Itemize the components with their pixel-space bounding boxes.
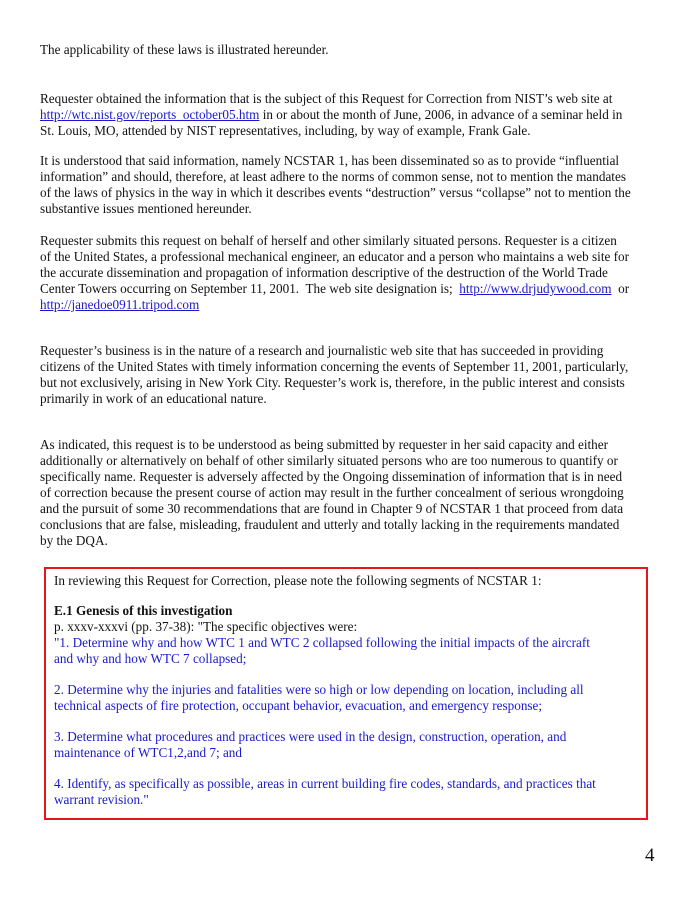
janedoe-link[interactable]: http://janedoe0911.tripod.com: [40, 297, 200, 312]
p6-line: As indicated, this request is to be understood as being submitted by requester in her said capacity and either: [40, 437, 609, 452]
paragraph-applicability: The applicability of these laws is illustrated hereunder.: [40, 42, 329, 57]
p2-line3: St. Louis, MO, attended by NIST representatives, including, by way of example, Frank Gale.: [40, 123, 531, 138]
p4-line: of the United States, a professional mechanical engineer, an educator and a person who maintains a web site for: [40, 249, 630, 264]
ncstar-excerpt-box: [44, 567, 648, 820]
objective-3: [54, 729, 637, 761]
p5-line: but not exclusively, arising in New York City. Requester’s work is, therefore, in the public interest and consists: [40, 375, 625, 390]
p5-line: citizens of the United States with timely information concerning the events of September 11, 2001, particularly,: [40, 359, 629, 374]
objective-1: [54, 635, 637, 667]
p3-line: substantive issues mentioned hereunder.: [40, 201, 252, 216]
objective-3-line: maintenance of WTC1,2,and 7; and: [54, 745, 242, 760]
p6-line: specifically name. Requester is adversely affected by the Ongoing dissemination of information that is in need: [40, 469, 623, 484]
page-number: 4: [645, 845, 655, 866]
box-heading: E.1 Genesis of this investigation: [54, 603, 233, 618]
p6-line: additionally or alternatively on behalf of other similarly situated persons who are too numerous to quantify or: [40, 453, 618, 468]
objective-1-line: "1. Determine why and how WTC 1 and WTC 2 collapsed following the initial impacts of the aircraft: [54, 635, 590, 650]
box-intro: In reviewing this Request for Correction, please note the following segments of NCSTAR 1:: [54, 573, 542, 588]
p4-line: Requester submits this request on behalf of herself and other similarly situated persons. Requester is a citizen: [40, 233, 617, 248]
paragraph-requester-obtained: [40, 91, 680, 139]
p3-line: It is understood that said information, namely NCSTAR 1, has been disseminated so as to provide “influential: [40, 153, 620, 168]
paragraph-influential-information: [40, 153, 680, 217]
objective-4: [54, 776, 637, 808]
p5-line: Requester’s business is in the nature of a research and journalistic web site that has succeeded in providing: [40, 343, 604, 358]
p2-line1: Requester obtained the information that is the subject of this Request for Correction from NIST’s web site at: [40, 91, 613, 106]
p4-or-text: or: [611, 281, 630, 296]
drjudywood-link[interactable]: http://www.drjudywood.com: [459, 281, 612, 296]
p6-line: and the pursuit of some 30 recommendations that are found in Chapter 9 of NCSTAR 1 that proceed from data: [40, 501, 624, 516]
objective-2: [54, 682, 637, 714]
objective-4-line: warrant revision.": [54, 792, 149, 807]
nist-report-link[interactable]: http://wtc.nist.gov/reports_october05.htm: [40, 107, 260, 122]
paragraph-requester-business: [40, 343, 680, 407]
objective-3-line: 3. Determine what procedures and practices were used in the design, construction, operation, and: [54, 729, 567, 744]
p3-line: of the laws of physics in the way in which it describes events “destruction” versus “collapse” not to mention the: [40, 185, 631, 200]
objective-4-line: 4. Identify, as specifically as possible, areas in current building fire codes, standards, and practices that: [54, 776, 596, 791]
objective-2-line: technical aspects of fire protection, occupant behavior, evacuation, and emergency response;: [54, 698, 543, 713]
objective-1-line: and why and how WTC 7 collapsed;: [54, 651, 247, 666]
p4-line: the accurate dissemination and propagation of information descriptive of the destruction of the World Trade: [40, 265, 608, 280]
p2-line2-text: in or about the month of June, 2006, in advance of a seminar held in: [259, 107, 623, 122]
p3-line: information” and should, therefore, at least adhere to the norms of common sense, not to mention the mandates: [40, 169, 626, 184]
box-pages: p. xxxv-xxxvi (pp. 37-38): "The specific objectives were:: [54, 619, 358, 634]
paragraph-as-indicated: [40, 437, 680, 549]
p4-line5: [40, 297, 680, 313]
p6-line: of correction because the present course of action may result in the further concealment of serious wrongdoing: [40, 485, 624, 500]
p4-line4: [40, 281, 680, 297]
p6-line: conclusions that are false, misleading, fraudulent and utterly and totally lacking in the requirements mandated: [40, 517, 620, 532]
p4-line4-text: Center Towers occurring on September 11, 2001. The web site designation is;: [40, 281, 460, 296]
objective-2-line: 2. Determine why the injuries and fatalities were so high or low depending on location, including all: [54, 682, 584, 697]
p6-line: by the DQA.: [40, 533, 108, 548]
p2-line2: [40, 107, 680, 123]
p5-line: primarily in work of an educational nature.: [40, 391, 267, 406]
paragraph-requester-submits: [40, 233, 680, 313]
